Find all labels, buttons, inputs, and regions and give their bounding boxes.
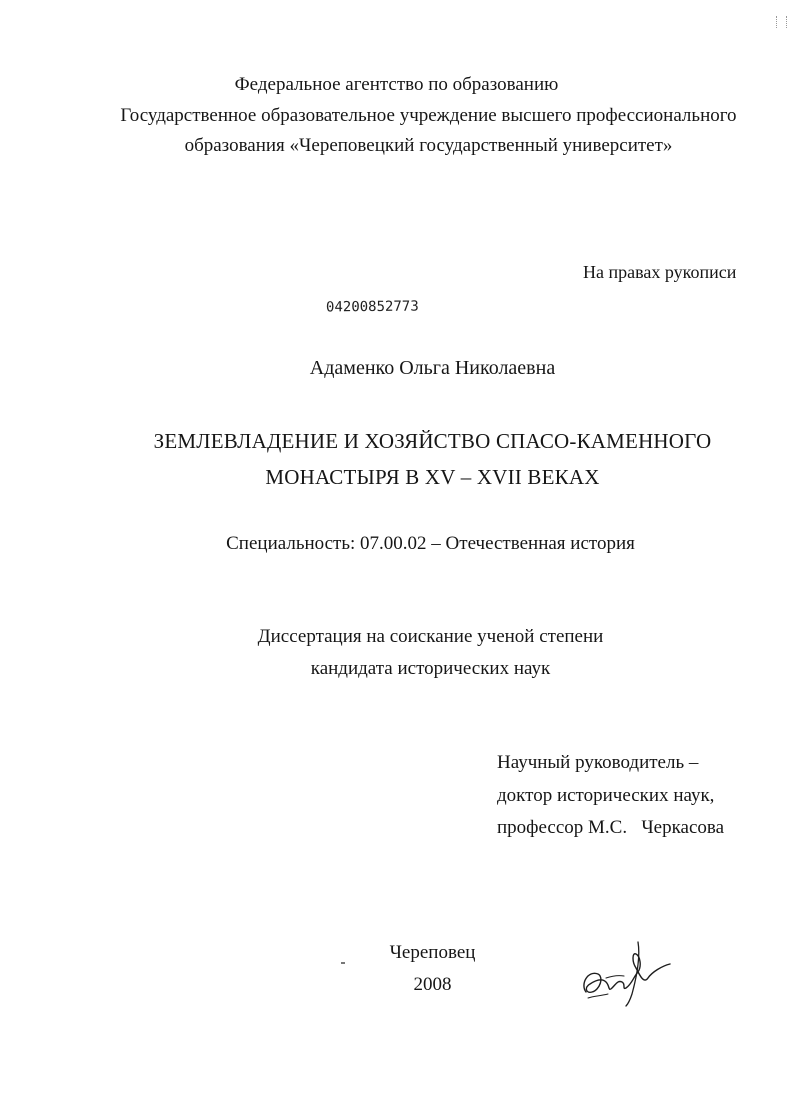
institution-line-2: образования «Череповецкий государственный университет» xyxy=(184,135,673,156)
author-name: Адаменко Ольга Николаевна xyxy=(309,357,556,379)
scan-speck xyxy=(341,962,345,964)
rights-notice: На правах рукописи xyxy=(583,262,737,282)
dissertation-title-line-2: МОНАСТЫРЯ В XV – XVII ВЕКАХ xyxy=(265,465,600,489)
degree-line-2: кандидата исторических наук xyxy=(310,658,551,679)
specialty: Специальность: 07.00.02 – Отечественная история xyxy=(226,533,635,554)
supervisor-line-2: доктор исторических наук, xyxy=(497,785,715,806)
dissertation-title-line-1: ЗЕМЛЕВЛАДЕНИЕ И ХОЗЯЙСТВО СПАСО-КАМЕННОГО xyxy=(153,429,712,453)
supervisor-line-3: профессор М.С. Черкасова xyxy=(497,817,725,838)
city: Череповец xyxy=(389,942,476,963)
degree-line-1: Диссертация на соискание ученой степени xyxy=(257,626,604,647)
supervisor-line-1: Научный руководитель – xyxy=(497,752,699,773)
catalog-code: 04200852773 xyxy=(325,298,419,316)
institution-line-1: Государственное образовательное учреждение высшего профессионального xyxy=(120,105,737,126)
agency-name: Федеральное агентство по образованию xyxy=(234,74,559,95)
corner-scan-mark xyxy=(776,16,787,28)
year: 2008 xyxy=(413,974,452,995)
handwritten-signature xyxy=(578,932,678,1007)
